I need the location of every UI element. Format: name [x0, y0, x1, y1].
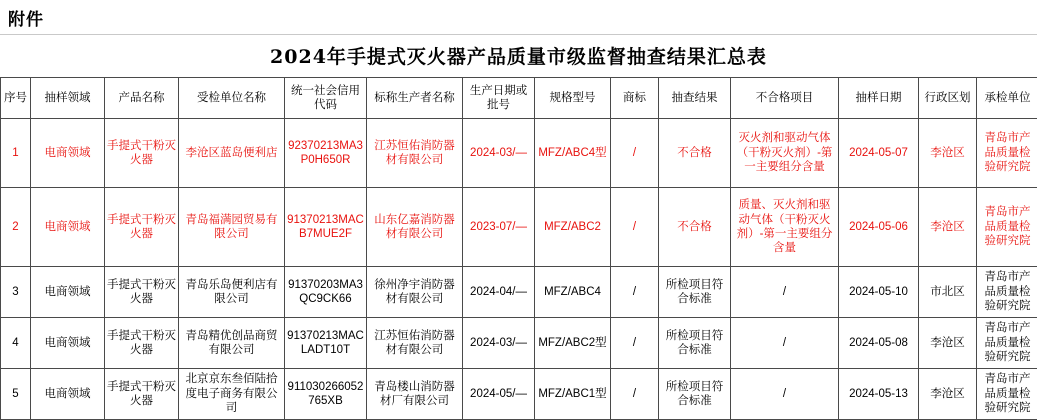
cell-result: 所检项目符合标准 — [659, 267, 731, 318]
cell-prod-date: 2024-05/— — [463, 369, 535, 420]
table-row — [1, 318, 1037, 369]
cell-brand: / — [611, 188, 659, 267]
cell-field: 电商领域 — [31, 267, 105, 318]
column-header-credit-code: 统一社会信用代码 — [285, 78, 367, 119]
column-header-field: 抽样领域 — [31, 78, 105, 119]
cell-sample-date: 2024-05-07 — [839, 119, 919, 188]
table-header-row — [1, 78, 1037, 119]
cell-result: 所检项目符合标准 — [659, 369, 731, 420]
cell-index: 4 — [1, 318, 31, 369]
cell-fail-items: / — [731, 267, 839, 318]
cell-prod-date: 2023-07/— — [463, 188, 535, 267]
cell-inspector: 青岛市产品质量检验研究院 — [977, 119, 1037, 188]
table-row — [1, 369, 1037, 420]
cell-fail-items: 灭火剂和驱动气体（干粉灭火剂）-第一主要组分含量 — [731, 119, 839, 188]
cell-maker: 徐州净宇消防器材有限公司 — [367, 267, 463, 318]
cell-field: 电商领域 — [31, 369, 105, 420]
cell-model: MFZ/ABC1型 — [535, 369, 611, 420]
cell-model: MFZ/ABC2型 — [535, 318, 611, 369]
column-header-result: 抽查结果 — [659, 78, 731, 119]
cell-brand: / — [611, 318, 659, 369]
cell-index: 5 — [1, 369, 31, 420]
cell-result: 不合格 — [659, 188, 731, 267]
column-header-unit: 受检单位名称 — [179, 78, 285, 119]
cell-region: 李沧区 — [919, 369, 977, 420]
cell-model: MFZ/ABC4 — [535, 267, 611, 318]
table-row — [1, 119, 1037, 188]
cell-fail-items: 质量、灭火剂和驱动气体（干粉灭火剂）-第一主要组分含量 — [731, 188, 839, 267]
cell-index: 1 — [1, 119, 31, 188]
cell-sample-date: 2024-05-10 — [839, 267, 919, 318]
cell-unit: 李沧区蓝岛便利店 — [179, 119, 285, 188]
cell-field: 电商领域 — [31, 318, 105, 369]
cell-field: 电商领域 — [31, 119, 105, 188]
column-header-product: 产品名称 — [105, 78, 179, 119]
cell-unit: 青岛乐岛便利店有限公司 — [179, 267, 285, 318]
column-header-region: 行政区划 — [919, 78, 977, 119]
cell-credit-code: 91370203MA3QC9CK66 — [285, 267, 367, 318]
cell-fail-items: / — [731, 318, 839, 369]
cell-credit-code: 911030266052765XB — [285, 369, 367, 420]
cell-fail-items: / — [731, 369, 839, 420]
column-header-index: 序号 — [1, 78, 31, 119]
cell-index: 2 — [1, 188, 31, 267]
cell-inspector: 青岛市产品质量检验研究院 — [977, 267, 1037, 318]
cell-brand: / — [611, 369, 659, 420]
cell-product: 手提式干粉灭火器 — [105, 267, 179, 318]
cell-prod-date: 2024-04/— — [463, 267, 535, 318]
cell-sample-date: 2024-05-08 — [839, 318, 919, 369]
cell-sample-date: 2024-05-06 — [839, 188, 919, 267]
cell-product: 手提式干粉灭火器 — [105, 188, 179, 267]
cell-brand: / — [611, 267, 659, 318]
cell-region: 李沧区 — [919, 318, 977, 369]
cell-maker: 江苏恒佑消防器材有限公司 — [367, 119, 463, 188]
cell-region: 李沧区 — [919, 119, 977, 188]
cell-brand: / — [611, 119, 659, 188]
cell-unit: 北京京东叁佰陆拾度电子商务有限公司 — [179, 369, 285, 420]
column-header-fail-items: 不合格项目 — [731, 78, 839, 119]
table-row — [1, 267, 1037, 318]
cell-maker: 江苏恒佑消防器材有限公司 — [367, 318, 463, 369]
cell-product: 手提式干粉灭火器 — [105, 318, 179, 369]
cell-credit-code: 92370213MA3P0H650R — [285, 119, 367, 188]
cell-index: 3 — [1, 267, 31, 318]
cell-region: 市北区 — [919, 267, 977, 318]
page-title: 2024年手提式灭火器产品质量市级监督抽查结果汇总表 — [0, 35, 1037, 77]
cell-inspector: 青岛市产品质量检验研究院 — [977, 318, 1037, 369]
column-header-sample-date: 抽样日期 — [839, 78, 919, 119]
cell-credit-code: 91370213MACLADT10T — [285, 318, 367, 369]
column-header-maker: 标称生产者名称 — [367, 78, 463, 119]
cell-unit: 青岛精优创品商贸有限公司 — [179, 318, 285, 369]
table-row — [1, 188, 1037, 267]
cell-inspector: 青岛市产品质量检验研究院 — [977, 369, 1037, 420]
cell-model: MFZ/ABC4型 — [535, 119, 611, 188]
cell-result: 不合格 — [659, 119, 731, 188]
cell-prod-date: 2024-03/— — [463, 318, 535, 369]
cell-unit: 青岛福满园贸易有限公司 — [179, 188, 285, 267]
column-header-inspector: 承检单位 — [977, 78, 1037, 119]
column-header-model: 规格型号 — [535, 78, 611, 119]
cell-result: 所检项目符合标准 — [659, 318, 731, 369]
cell-prod-date: 2024-03/— — [463, 119, 535, 188]
cell-maker: 青岛楼山消防器材厂有限公司 — [367, 369, 463, 420]
attachment-label: 附件 — [0, 0, 1037, 32]
inspection-results-table — [0, 77, 1037, 420]
column-header-prod-date: 生产日期或批号 — [463, 78, 535, 119]
cell-product: 手提式干粉灭火器 — [105, 369, 179, 420]
cell-credit-code: 91370213MACB7MUE2F — [285, 188, 367, 267]
cell-sample-date: 2024-05-13 — [839, 369, 919, 420]
cell-region: 李沧区 — [919, 188, 977, 267]
cell-maker: 山东亿嘉消防器材有限公司 — [367, 188, 463, 267]
cell-product: 手提式干粉灭火器 — [105, 119, 179, 188]
cell-field: 电商领域 — [31, 188, 105, 267]
cell-inspector: 青岛市产品质量检验研究院 — [977, 188, 1037, 267]
cell-model: MFZ/ABC2 — [535, 188, 611, 267]
column-header-brand: 商标 — [611, 78, 659, 119]
